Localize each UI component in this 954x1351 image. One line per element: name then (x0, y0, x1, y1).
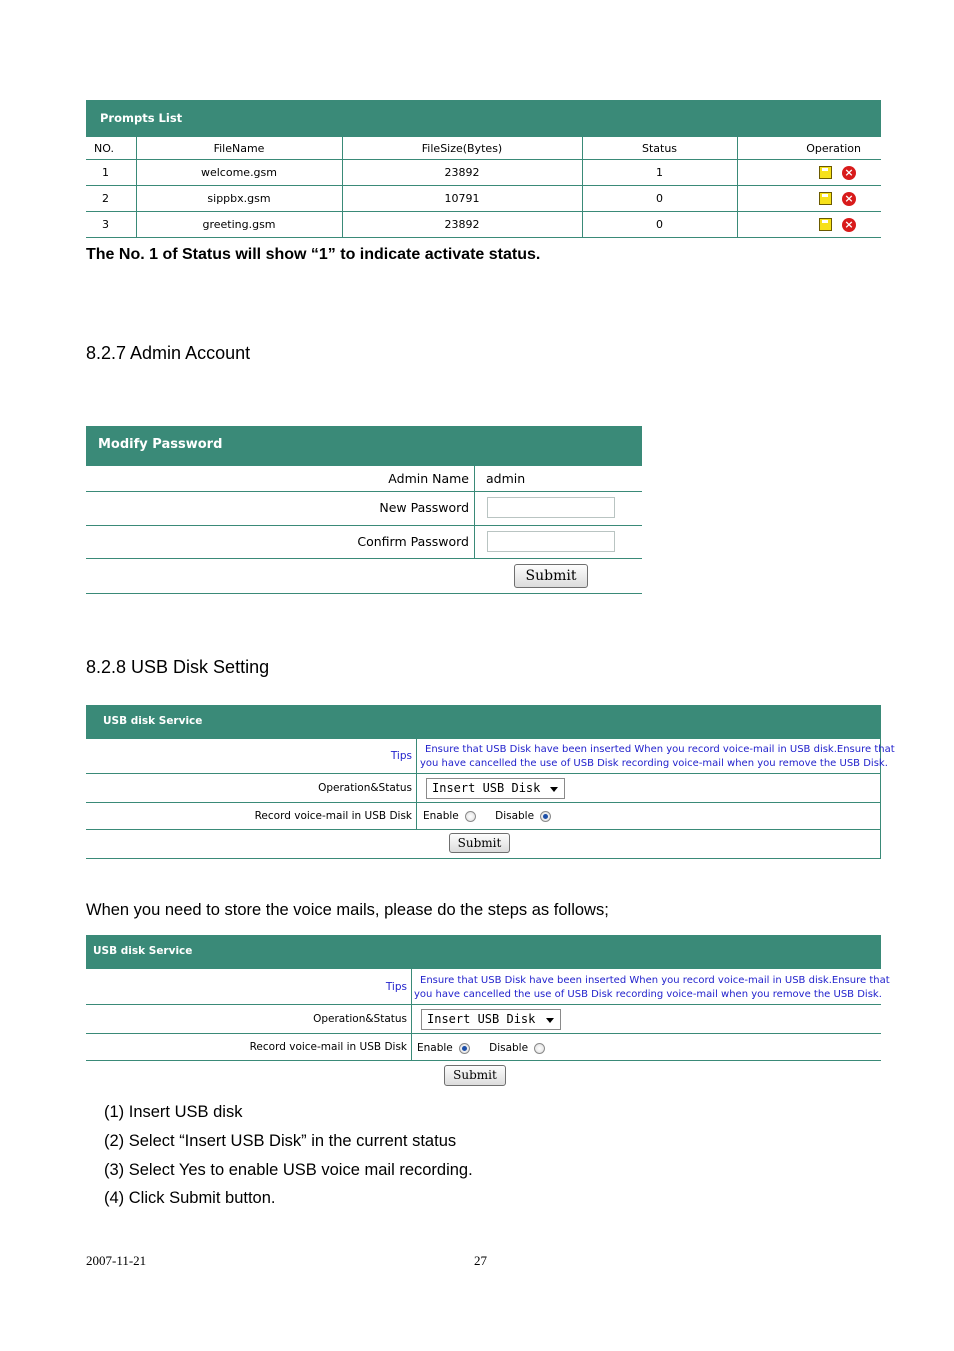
delete-icon[interactable]: × (842, 218, 856, 232)
usb-1-enable-label: Enable (423, 810, 459, 822)
col-header-no: NO. (86, 137, 136, 160)
new-password-input[interactable] (487, 497, 615, 518)
chevron-down-icon (550, 787, 558, 792)
usb-2-record-row (86, 1034, 881, 1061)
cell-no: 2 (86, 186, 136, 212)
footer-date: 2007-11-21 (86, 1253, 147, 1268)
col-header-operation: Operation (737, 137, 881, 160)
prompts-panel-title: Prompts List (100, 111, 183, 125)
usb-2-operation-select[interactable] (421, 1009, 561, 1030)
table-row (86, 212, 881, 238)
usb-1-tips-line-2: you have cancelled the use of USB Disk recording voice-mail when you remove the USB Disk. (420, 758, 888, 769)
usb-1-record-row (86, 803, 881, 830)
new-password-row (86, 492, 642, 526)
prompts-table (86, 137, 881, 238)
modify-password-header (86, 426, 642, 466)
usb-2-operation-label: Operation&Status (86, 1005, 412, 1033)
list-item: (2) Select “Insert USB Disk” in the current status (104, 1132, 457, 1150)
edit-icon[interactable] (819, 192, 832, 205)
usb-section-heading: 8.2.8 USB Disk Setting (86, 657, 270, 677)
col-header-status: Status (582, 137, 737, 160)
cell-no: 3 (86, 212, 136, 238)
usb-panel-2-header (86, 935, 881, 969)
usb-2-radio-group (417, 1042, 545, 1054)
usb-2-tips-line-2: you have cancelled the use of USB Disk recording voice-mail when you remove the USB Disk. (414, 989, 882, 1000)
prompts-panel-header (86, 100, 881, 137)
usb-1-disable-radio[interactable] (540, 811, 551, 822)
list-item: (4) Click Submit button. (104, 1189, 276, 1207)
usb-1-operation-row (86, 774, 881, 803)
chevron-down-icon (546, 1018, 554, 1023)
usb-1-submit-row (86, 830, 881, 859)
edit-icon[interactable] (819, 218, 832, 231)
usb-2-record-label: Record voice-mail in USB Disk (86, 1034, 412, 1060)
password-submit-row (86, 559, 642, 594)
usb-1-tips-line-1: Ensure that USB Disk have been inserted When you record voice-mail in USB disk.Ensure that (425, 744, 895, 755)
cell-no: 1 (86, 160, 136, 186)
delete-icon[interactable]: × (842, 166, 856, 180)
usb-2-submit-button[interactable]: Submit (444, 1065, 506, 1086)
usb-2-tips-text (414, 974, 890, 1002)
usb-2-operation-row (86, 1005, 881, 1034)
confirm-password-row (86, 526, 642, 559)
table-row (86, 186, 881, 212)
usb-2-operation-value: Insert USB Disk (427, 1012, 536, 1026)
admin-name-row (86, 466, 642, 492)
usb-1-disable-label: Disable (495, 810, 535, 822)
usb-panel-2-title: USB disk Service (93, 945, 193, 957)
confirm-password-label: Confirm Password (86, 526, 475, 558)
usb-panel-1-title: USB disk Service (103, 715, 203, 727)
usb-1-enable-radio[interactable] (465, 811, 476, 822)
usb-1-record-label: Record voice-mail in USB Disk (86, 803, 417, 829)
confirm-password-input[interactable] (487, 531, 615, 552)
admin-section-heading: 8.2.7 Admin Account (86, 343, 251, 363)
cell-operation (737, 212, 881, 238)
password-submit-button[interactable]: Submit (514, 564, 588, 588)
cell-operation (737, 186, 881, 212)
cell-status: 0 (582, 212, 737, 238)
usb-2-tips-line-1: Ensure that USB Disk have been inserted When you record voice-mail in USB disk.Ensure that (420, 975, 890, 986)
usb-panel-1-header (86, 705, 881, 739)
table-row (86, 160, 881, 186)
usb-2-tips-label: Tips (86, 969, 412, 1004)
edit-icon[interactable] (819, 166, 832, 179)
steps-intro: When you need to store the voice mails, please do the steps as follows; (86, 901, 609, 919)
usb-1-tips-text (420, 743, 895, 771)
col-header-filename: FileName (136, 137, 342, 160)
new-password-label: New Password (86, 492, 475, 525)
list-item: (3) Select Yes to enable USB voice mail recording. (104, 1161, 473, 1179)
usb-2-tips-row (86, 969, 890, 1005)
usb-2-enable-label: Enable (417, 1042, 453, 1054)
usb-1-radio-group (423, 810, 551, 822)
list-item: (1) Insert USB disk (104, 1103, 243, 1121)
usb-1-tips-row (86, 739, 895, 774)
cell-status: 0 (582, 186, 737, 212)
usb-1-operation-value: Insert USB Disk (432, 781, 541, 795)
cell-filename: welcome.gsm (136, 160, 342, 186)
cell-filesize: 23892 (342, 212, 582, 238)
usb-2-enable-radio[interactable] (459, 1043, 470, 1054)
usb-2-disable-radio[interactable] (534, 1043, 545, 1054)
modify-password-title: Modify Password (98, 437, 223, 452)
admin-name-label: Admin Name (86, 466, 475, 491)
usb-1-submit-button[interactable]: Submit (449, 833, 510, 853)
cell-filesize: 10791 (342, 186, 582, 212)
page-number: 27 (474, 1253, 487, 1268)
cell-filename: greeting.gsm (136, 212, 342, 238)
prompts-header-row (86, 137, 881, 160)
status-note: The No. 1 of Status will show “1” to indicate activate status. (86, 246, 541, 263)
col-header-filesize: FileSize(Bytes) (342, 137, 582, 160)
usb-1-tips-label: Tips (86, 739, 417, 773)
usb-1-operation-select[interactable] (426, 778, 565, 799)
cell-filesize: 23892 (342, 160, 582, 186)
usb-2-disable-label: Disable (489, 1042, 529, 1054)
admin-name-value: admin (486, 471, 526, 486)
usb-1-operation-label: Operation&Status (86, 774, 417, 802)
cell-status: 1 (582, 160, 737, 186)
delete-icon[interactable]: × (842, 192, 856, 206)
cell-operation (737, 160, 881, 186)
cell-filename: sippbx.gsm (136, 186, 342, 212)
